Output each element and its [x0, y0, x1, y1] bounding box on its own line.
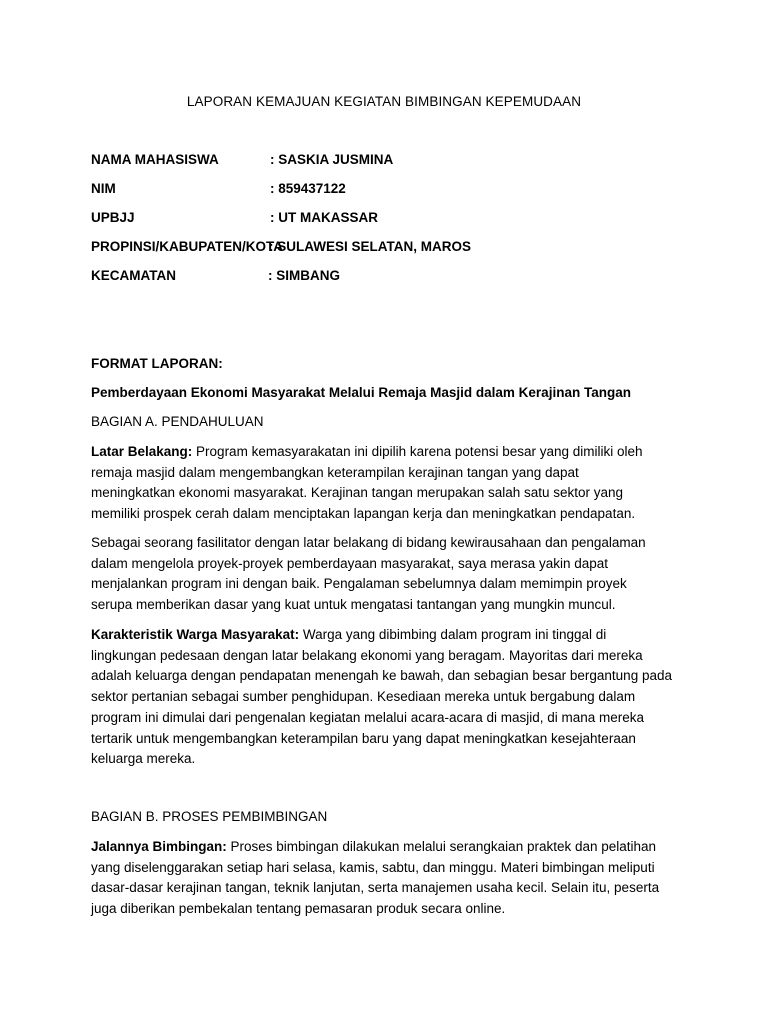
- paragraph-line: program ini dimulai dari pengenalan kegiatan melalui acara-acara di masjid, di mana mereka: [91, 709, 645, 725]
- identity-label: PROPINSI/KABUPATEN/KOTA: [91, 239, 284, 254]
- paragraph-line: menjalankan program ini dengan baik. Pengalaman sebelumnya dalam memimpin proyek: [91, 576, 627, 592]
- paragraph-line: serupa memberikan dasar yang kuat untuk mengatasi tantangan yang mungkin muncul.: [91, 597, 616, 613]
- jalannya-bimbingan-paragraph: [91, 837, 691, 920]
- identity-label: KECAMATAN: [91, 268, 176, 283]
- jalannya-bimbingan-label: Jalannya Bimbingan:: [91, 839, 227, 854]
- paragraph-line: keluarga mereka.: [91, 751, 196, 767]
- fasilitator-paragraph: [91, 533, 691, 616]
- paragraph-line: meningkatkan ekonomi masyarakat. Kerajinan tangan merupakan salah satu sektor yang: [91, 485, 624, 501]
- identity-value: : SASKIA JUSMINA: [270, 152, 394, 167]
- identity-value: : UT MAKASSAR: [270, 210, 378, 225]
- paragraph-line: Jalannya Bimbingan: Proses bimbingan dilakukan melalui serangkaian praktek dan pelatihan: [91, 839, 657, 854]
- paragraph-line: remaja masjid dalam mengembangkan keterampilan kerajinan tangan yang dapat: [91, 464, 579, 480]
- format-heading: FORMAT LAPORAN:: [91, 356, 223, 371]
- karakteristik-label: Karakteristik Warga Masyarakat:: [91, 627, 300, 642]
- paragraph-line: Sebagai seorang fasilitator dengan latar belakang di bidang kewirausahaan dan pengalaman: [91, 535, 646, 550]
- paragraph-line: tertarik untuk mengembangkan keterampilan baru yang dapat meningkatkan kesejahteraan: [91, 730, 636, 746]
- identity-value: : SIMBANG: [268, 268, 340, 283]
- identity-label: NIM: [91, 181, 116, 196]
- identity-label: UPBJJ: [91, 210, 135, 225]
- paragraph-line: yang diselenggarakan setiap hari selasa, kamis, sabtu, dan minggu. Materi bimbingan meliputi: [91, 859, 655, 875]
- paragraph-line: Latar Belakang: Program kemasyarakatan ini dipilih karena potensi besar yang dimiliki oleh: [91, 444, 643, 459]
- paragraph-line: juga diberikan pembekalan tentang pemasaran produk secara online.: [91, 901, 506, 917]
- identity-value: : SULAWESI SELATAN, MAROS: [269, 239, 471, 254]
- paragraph-line: sektor pertanian sebagai sumber penghidupan. Kesediaan mereka untuk bergabung dalam: [91, 689, 636, 705]
- paragraph-line: lingkungan pedesaan dengan latar belakang ekonomi yang beragam. Mayoritas dari mereka: [91, 647, 643, 663]
- section-a-heading: BAGIAN A. PENDAHULUAN: [91, 414, 264, 429]
- paragraph-line: Karakteristik Warga Masyarakat: Warga yang dibimbing dalam program ini tinggal di: [91, 627, 607, 642]
- latar-belakang-label: Latar Belakang:: [91, 444, 193, 459]
- identity-label: NAMA MAHASISWA: [91, 152, 219, 167]
- paragraph-line: dalam mengelola proyek-proyek pemberdayaan masyarakat, saya merasa yakin dapat: [91, 555, 609, 571]
- paragraph-line: memiliki prospek cerah dalam menciptakan lapangan kerja dan meningkatkan pendapatan.: [91, 506, 636, 522]
- paragraph-line: adalah keluarga dengan pendapatan menengah ke bawah, dan sebagian besar bergantung pada: [91, 668, 672, 684]
- karakteristik-paragraph: [91, 625, 691, 770]
- document-title: LAPORAN KEMAJUAN KEGIATAN BIMBINGAN KEPEMUDAAN: [186, 94, 582, 109]
- section-b-heading: BAGIAN B. PROSES PEMBIMBINGAN: [91, 809, 328, 824]
- latar-belakang-paragraph: [91, 442, 691, 525]
- paragraph-line: dasar-dasar kerajinan tangan, teknik lanjutan, serta manajemen usaha kecil. Selain itu, peserta: [91, 880, 660, 896]
- identity-value: : 859437122: [270, 181, 346, 196]
- report-title: Pemberdayaan Ekonomi Masyarakat Melalui Remaja Masjid dalam Kerajinan Tangan: [91, 385, 631, 400]
